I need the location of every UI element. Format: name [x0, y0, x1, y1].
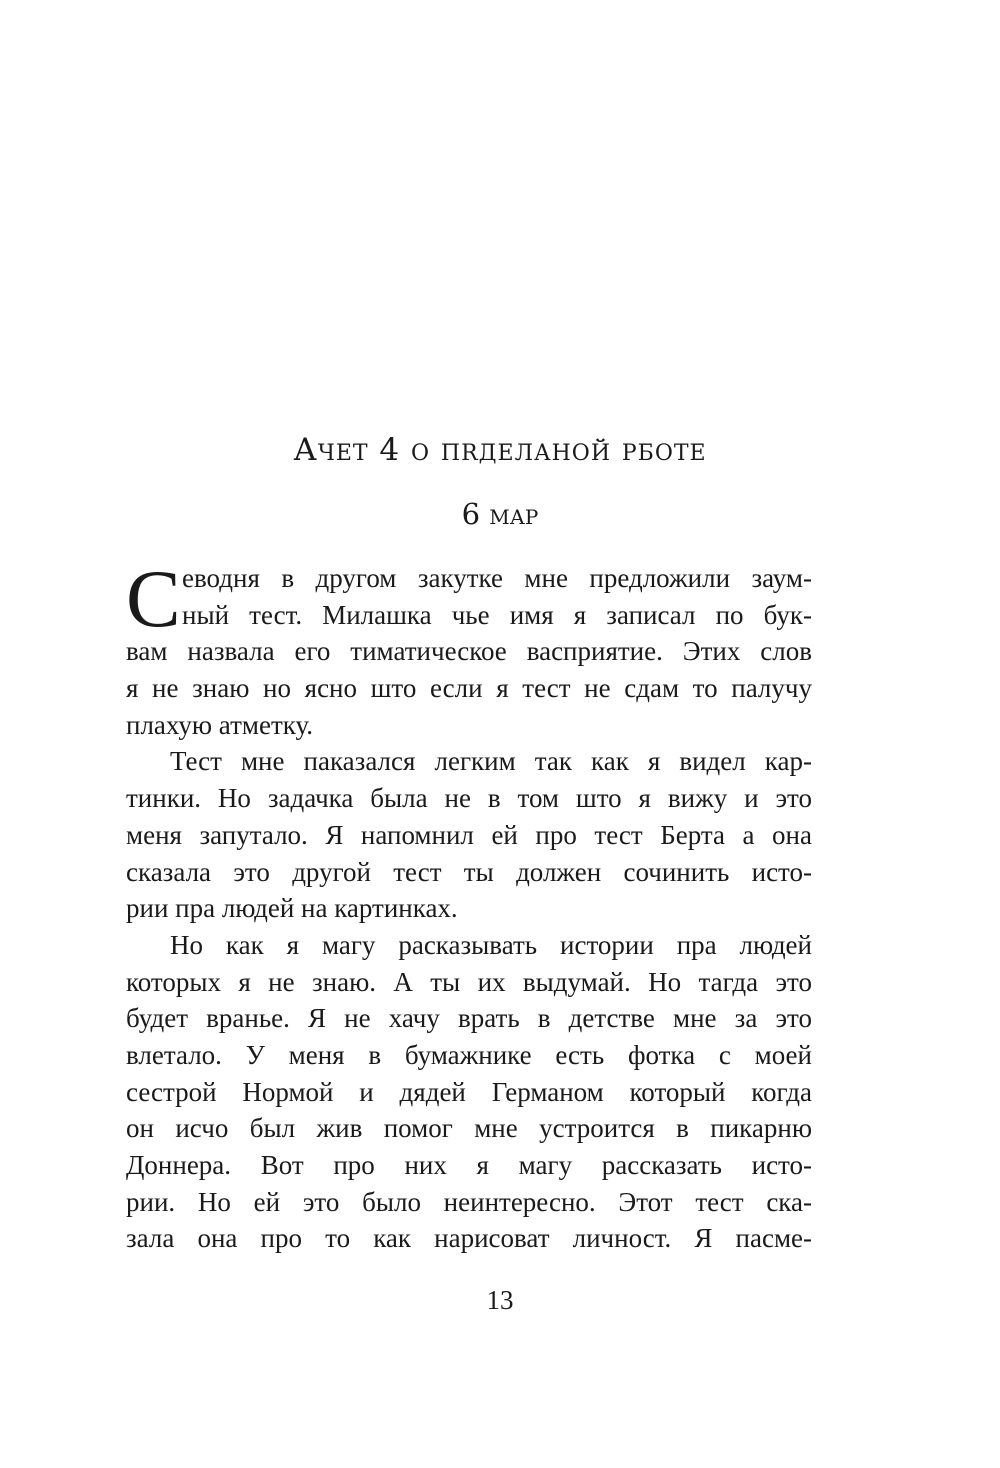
text-line: плахую атметку.: [126, 709, 314, 740]
chapter-date: 6 мар: [461, 497, 539, 531]
text-line: которых я не знаю. А ты их выдумай. Но тагда это: [126, 966, 812, 997]
text-line: он исчо был жив помог мне устроится в пикарню: [126, 1113, 812, 1144]
text-line: ный тест. Милашка чье имя я записал по бук-: [182, 599, 812, 630]
text-line: сестрой Нормой и дядей Германом который когда: [126, 1076, 812, 1107]
text-line: тинки. Но задачка была не в том што я вижу и это: [126, 783, 812, 814]
text-line: Доннера. Вот про них я магу рассказать исто-: [126, 1150, 812, 1180]
text-line: еводня в другом закутке мне предложили заум-: [182, 563, 812, 593]
text-line: Тест мне паказался легким так как я видел кар-: [170, 746, 812, 777]
text-line: будет вранье. Я не хачу врать в детстве мне за это: [126, 1003, 812, 1034]
text-line: сказала это другой тест ты должен сочинить исто-: [126, 856, 812, 887]
chapter-title: Ачет 4 о пrделаной рботе: [293, 432, 707, 468]
text-line: меня запутало. Я напомнил ей про тест Берта а она: [126, 819, 812, 850]
text-line: рии пра людей на картинках.: [126, 893, 458, 924]
text-line: влетало. У меня в бумажнике есть фотка с моей: [126, 1039, 812, 1070]
drop-cap: С: [126, 553, 181, 644]
text-line: Но как я магу расказывать истории пра людей: [170, 929, 812, 960]
text-line: я не знаю но ясно што если я тест не сдам то палучу: [126, 673, 812, 704]
text-line: рии. Но ей это было неинтересно. Этот тест ска-: [126, 1186, 812, 1217]
text-line: вам назвала его тиматическое васприятие. Этих слов: [126, 636, 812, 667]
body-text: [126, 553, 812, 1257]
page-number: 13: [486, 1285, 514, 1315]
text-line: зала она про то как нарисоват личност. Я пасме-: [126, 1223, 812, 1254]
